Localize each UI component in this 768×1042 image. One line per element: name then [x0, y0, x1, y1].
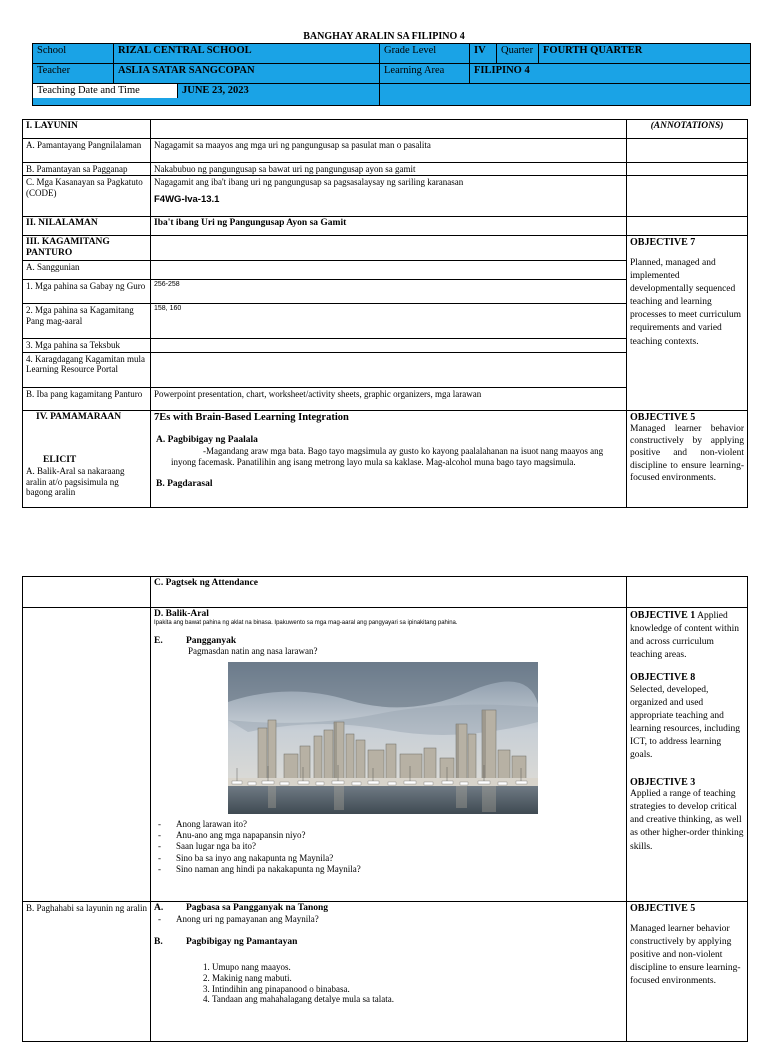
quarter-label: Quarter [497, 44, 539, 64]
teaching-date-value: JUNE 23, 2023 [182, 85, 249, 96]
teacher-label: Teacher [33, 64, 114, 84]
sanggunian-label: A. Sanggunian [23, 261, 151, 280]
annotation-blank-4 [627, 217, 748, 236]
learning-area-value: FILIPINO 4 [470, 64, 751, 84]
objective8-heading: OBJECTIVE 8 [630, 672, 696, 684]
teaching-date [33, 84, 380, 106]
document-title: BANGHAY ARALIN SA FILIPINO 4 [303, 31, 465, 42]
balik-aral-label: A. Balik-Aral sa nakaraang aralin at/o pagsisimula ng bagong aralin [26, 466, 125, 498]
pangganyak-text: Pagmasdan natin ang nasa larawan? [188, 646, 318, 657]
question-item: - Saan lugar nga ba ito? [154, 841, 623, 852]
pagbasa-letter: A. [154, 903, 164, 913]
question-item: - Sino ba sa inyo ang nakapunta ng Maynila? [154, 853, 623, 864]
pamantayang-pangnilalaman-value: Nagagamit sa maayos ang mga uri ng pangungusap sa pasulat man o pasalita [151, 139, 627, 163]
objective1-block [630, 609, 744, 662]
layunin-label: I. LAYUNIN [23, 120, 151, 139]
objective3-heading: OBJECTIVE 3 [630, 776, 696, 788]
pamamaraan-cell [23, 410, 151, 507]
objective7-heading: OBJECTIVE 7 [630, 237, 696, 249]
competency-code: F4WG-Iva-13.1 [154, 193, 220, 205]
kasanayan-cell [151, 176, 627, 217]
objective7-cell [627, 236, 748, 410]
pagbasa-question-list [154, 914, 623, 925]
school-value: RIZAL CENTRAL SCHOOL [114, 44, 380, 64]
pamantayan-list [154, 962, 623, 1005]
attendance-heading: C. Pagtsek ng Attendance [151, 577, 627, 608]
teksbuk-label: 3. Mga pahina sa Teksbuk [23, 339, 151, 352]
pagbasa-question: - Anong uri ng pamayanan ang Maynila? [154, 914, 623, 925]
annotation-blank-1 [627, 139, 748, 163]
gabay-label: 1. Mga pahina sa Gabay ng Guro [23, 280, 151, 304]
sanggunian-blank [151, 261, 627, 280]
pangganyak-questions [154, 819, 623, 875]
kasanayan-label: C. Mga Kasanayan sa Pagkatuto (CODE) [23, 176, 151, 217]
objectives-cell [627, 608, 748, 902]
objective8-text: Selected, developed, organized and used appropriate teaching and learning resources, including ICT, to address learning goals. [630, 684, 741, 761]
lr-portal-blank [151, 352, 627, 387]
school-label: School [33, 44, 114, 64]
pagdarasal-heading: B. Pagdarasal [156, 479, 213, 490]
objective5-heading: OBJECTIVE 5 [630, 411, 696, 423]
pamantayan-heading-row [154, 937, 623, 948]
pamantayan-item: 2. Makinig nang mabuti. [212, 973, 623, 984]
objective1-text: Applied knowledge of content within and across curriculum teaching areas. [630, 611, 739, 661]
attendance-right-blank [627, 577, 748, 608]
objective5-cell [627, 410, 748, 507]
pamantayan-sa-pagganap-label: B. Pamantayan sa Pagganap [23, 163, 151, 176]
iba-pang-kagamitan-value: Powerpoint presentation, chart, worksheet/activity sheets, graphic organizers, mga larawan [151, 387, 627, 410]
pamantayan-item: 4. Tandaan ang mahahalagang detalye mula sa talata. [212, 994, 623, 1005]
balik-aral-note: Ipakita ang bawat pahina ng aklat na binasa. Ipakuwento sa mga mag-aaral ang pangyayari sa ipinakitang pahina. [154, 619, 458, 626]
pamantayan-item: 3. Intindihin ang pinapanood o binabasa. [212, 984, 623, 995]
balik-aral-heading: D. Balik-Aral [154, 609, 209, 619]
nilalaman-value: Iba't ibang Uri ng Pangungusap Ayon sa Gamit [151, 217, 627, 236]
kagamitang-blank [151, 236, 627, 261]
balik-aral-cell [151, 608, 627, 902]
annotation-blank-2 [627, 163, 748, 176]
method-title: 7Es with Brain-Based Learning Integration [154, 411, 349, 423]
elicit-label: ELICIT [43, 455, 77, 466]
quarter-value: FOURTH QUARTER [539, 44, 751, 64]
teacher-value: ASLIA SATAR SANGCOPAN [114, 64, 380, 84]
grade-level-label: Grade Level [380, 44, 470, 64]
question-item: - Anu-ano ang mga napapansin niyo? [154, 830, 623, 841]
layunin-blank [151, 120, 627, 139]
nilalaman-label: II. NILALAMAN [23, 217, 151, 236]
iba-pang-kagamitan-label: B. Iba pang kagamitang Panturo [23, 387, 151, 410]
pamantayan-sa-pagganap-value: Nakabubuo ng pangungusap sa bawat uri ng pangungusap ayon sa gamit [151, 163, 627, 176]
question-item: - Anong larawan ito? [154, 819, 623, 830]
method-cell [151, 410, 627, 507]
attendance-left-blank [23, 577, 151, 608]
pamamaraan-label: IV. PAMAMARAAN [36, 411, 122, 422]
gabay-value: 256-258 [151, 280, 627, 304]
objective5b-cell [627, 902, 748, 1042]
pangganyak-letter: E. [154, 635, 163, 646]
objective1-heading: OBJECTIVE 1 [630, 610, 696, 621]
objective3-text: Applied a range of teaching strategies to develop critical and creative thinking, as well as other higher-order thinking skills. [630, 789, 744, 852]
objective5-text: Managed learner behavior constructively by applying positive and non-violent discipline to ensure learning-focused environments. [630, 424, 744, 483]
lesson-table-page2 [22, 576, 748, 1042]
pamantayan-letter: B. [154, 937, 163, 948]
pagbasa-heading-row [154, 903, 623, 914]
paalala-heading: A. Pagbibigay ng Paalala [156, 434, 258, 445]
balik-left-blank [23, 608, 151, 902]
pamantayan-item: 1. Umupo nang maayos. [212, 962, 623, 973]
paalala-text: -Magandang araw mga bata. Bago tayo magsimula ay gusto ko kayong paalalahanan na isuot nang maayos ang inyong facemask. Panatilihin ang isang metrong layo mula sa kaklase. Mag-alcohol muna bago tayo magsimula. [171, 445, 604, 467]
teksbuk-blank [151, 339, 627, 352]
pangganyak-heading-row [154, 636, 623, 647]
question-item: - Sino naman ang hindi pa nakakapunta ng Maynila? [154, 864, 623, 875]
objective7-text: Planned, managed and implemented developmentally sequenced teaching and learning processes to meet curriculum requirements and varied teaching contexts. [630, 257, 742, 347]
objective5b-heading: OBJECTIVE 5 [630, 903, 696, 914]
teaching-date-label: Teaching Date and Time [33, 84, 178, 98]
annotations-label: (ANNOTATIONS) [627, 120, 748, 139]
manila-skyline-image [228, 662, 538, 814]
kasanayan-value: Nagagamit ang iba't ibang uri ng pangungusap sa pagsasalaysay ng sariling karanasan [154, 177, 464, 188]
pamantayang-pangnilalaman-label: A. Pamantayang Pangnilalaman [23, 139, 151, 163]
paghahabi-label: B. Paghahabi sa layunin ng aralin [23, 902, 151, 1042]
kagamitang-pang-mag-aaral-label: 2. Mga pahina sa Kagamitang Pang mag-aaral [23, 304, 151, 339]
lesson-table-page1 [22, 119, 748, 508]
header-table [32, 43, 751, 106]
lr-portal-label: 4. Karagdagang Kagamitan mula Learning Resource Portal [23, 352, 151, 387]
kagamitang-pang-mag-aaral-value: 158, 160 [151, 304, 627, 339]
header-blank [380, 84, 751, 106]
annotation-blank-3 [627, 176, 748, 217]
grade-level-value: IV [470, 44, 497, 64]
kagamitang-panturo-label: III. KAGAMITANG PANTURO [23, 236, 151, 261]
pamantayan-heading: Pagbibigay ng Pamantayan [186, 937, 298, 948]
paghahabi-cell [151, 902, 627, 1042]
learning-area-label: Learning Area [380, 64, 470, 84]
pagbasa-heading: Pagbasa sa Pangganyak na Tanong [186, 903, 329, 913]
objective5b-text: Managed learner behavior constructively by applying positive and non-violent discipline to ensure learning-focused environments. [630, 923, 741, 986]
pangganyak-heading: Pangganyak [186, 635, 237, 646]
